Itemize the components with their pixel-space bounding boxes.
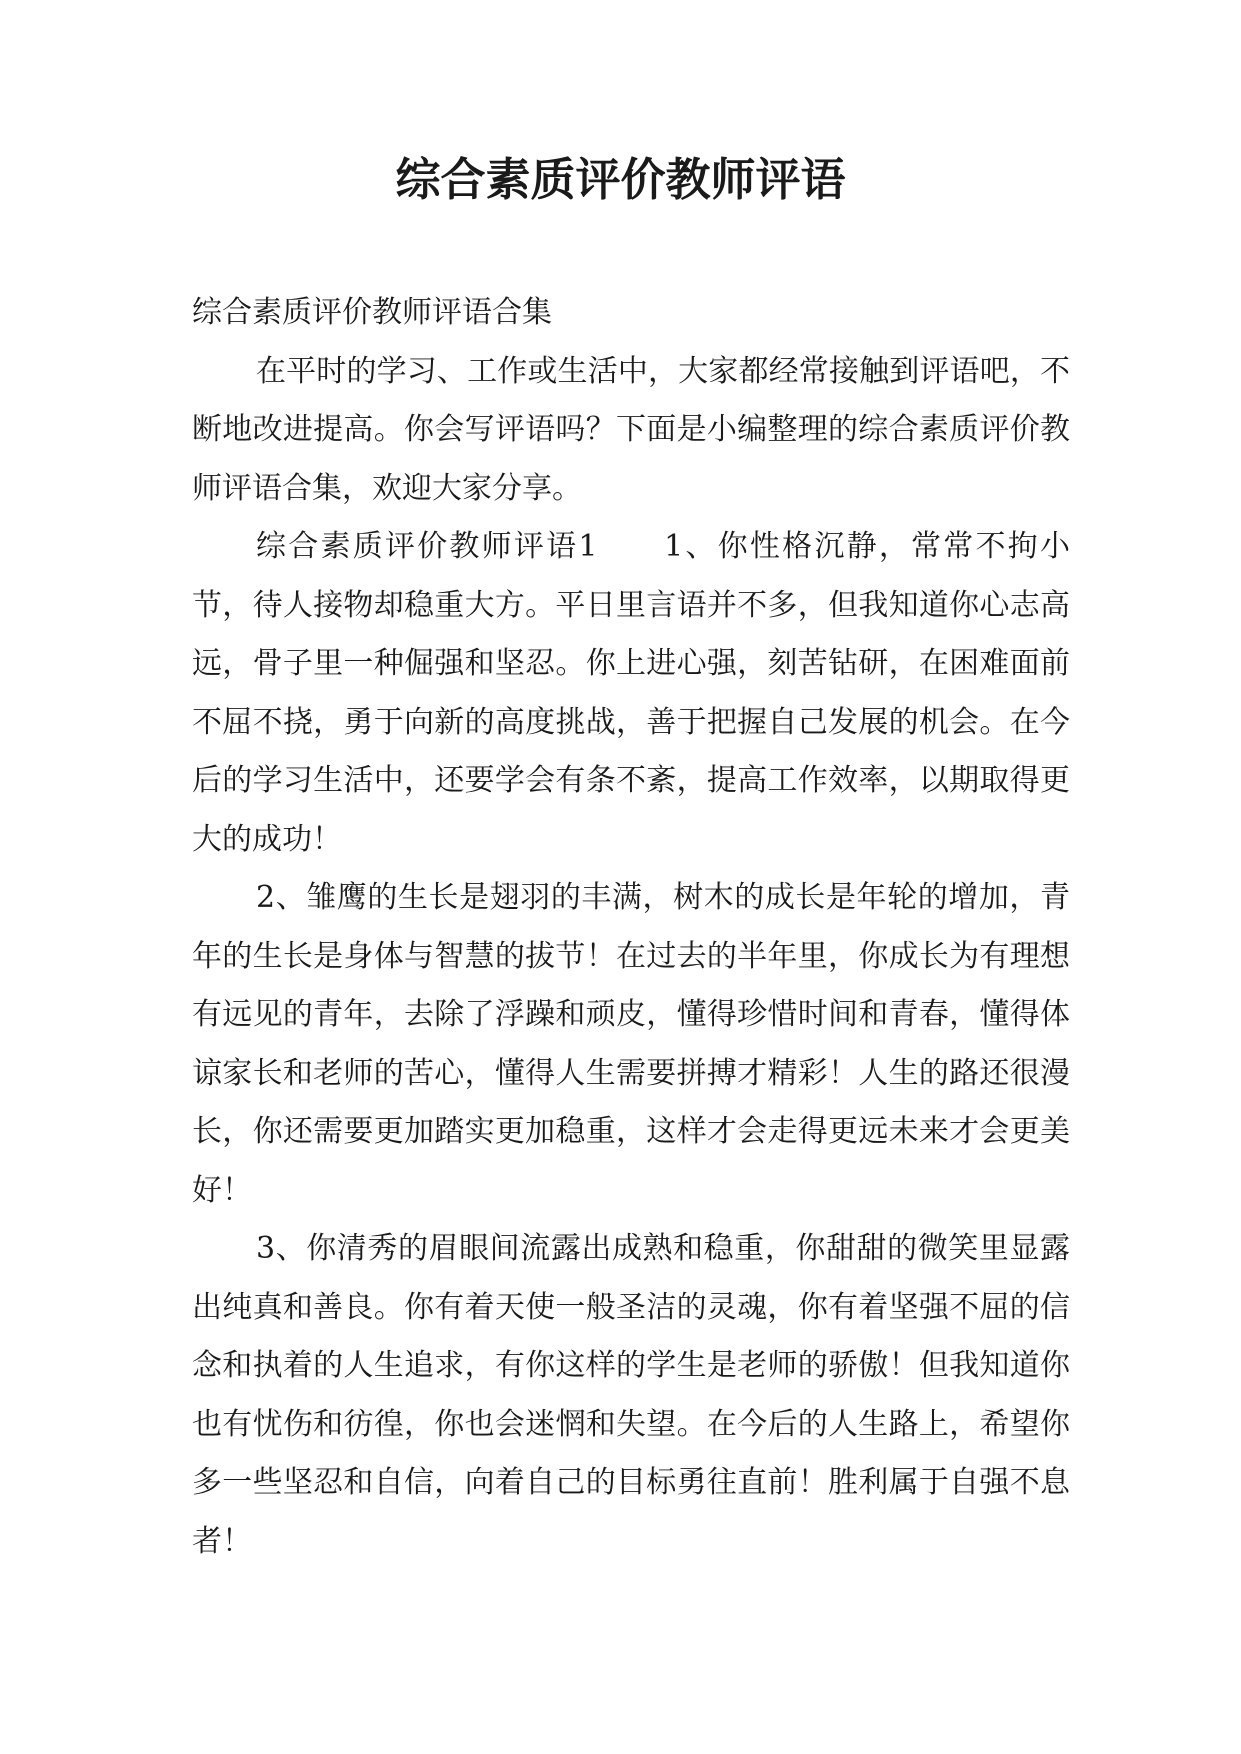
paragraph-comment-3: 3、你清秀的眉眼间流露出成熟和稳重，你甜甜的微笑里显露出纯真和善良。你有着天使一般圣洁的灵魂，你有着坚强不屈的信念和执着的人生追求，有你这样的学生是老师的骄傲！但我知道你也有忧伤和彷徨，你也会迷惘和失望。在今后的人生路上，希望你多一些坚忍和自信，向着自己的目标勇往直前！胜利属于自强不息者！: [192, 1231, 1070, 1559]
document-title: 综合素质评价教师评语: [395, 153, 846, 206]
paragraph-intro: 在平时的学习、工作或生活中，大家都经常接触到评语吧，不断地改进提高。你会写评语吗？下面是小编整理的综合素质评价教师评语合集，欢迎大家分享。: [192, 353, 1070, 506]
document-subtitle: 综合素质评价教师评语合集: [192, 295, 552, 330]
paragraph-comment-2: 2、雏鹰的生长是翅羽的丰满，树木的成长是年轮的增加，青年的生长是身体与智慧的拔节！在过去的半年里，你成长为有理想有远见的青年，去除了浮躁和顽皮，懂得珍惜时间和青春，懂得体谅家长和老师的苦心，懂得人生需要拼搏才精彩！人生的路还很漫长，你还需要更加踏实更加稳重，这样才会走得更远未来才会更美好！: [192, 880, 1070, 1208]
paragraph-comment-1: 综合素质评价教师评语1 1、你性格沉静，常常不拘小节，待人接物却稳重大方。平日里言语并不多，但我知道你心志高远，骨子里一种倔强和坚忍。你上进心强，刻苦钻研，在困难面前不屈不挠，勇于向新的高度挑战，善于把握自己发展的机会。在今后的学习生活中，还要学会有条不紊，提高工作效率，以期取得更大的成功！: [192, 529, 1070, 857]
document-body: [192, 284, 1070, 1571]
